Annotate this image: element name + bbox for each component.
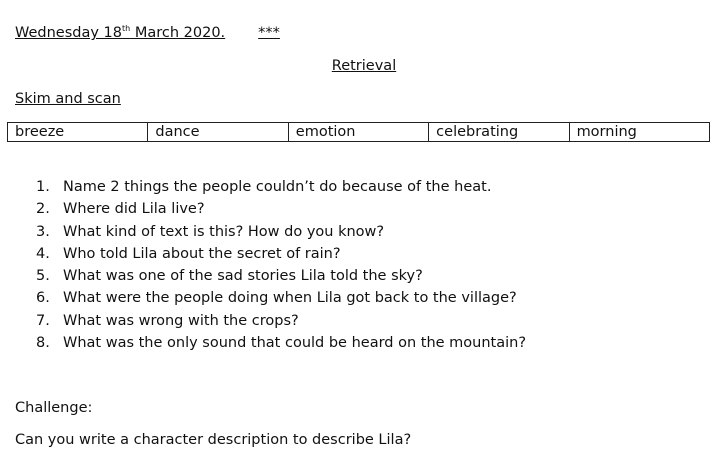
date-stars: *** — [258, 25, 280, 41]
list-item — [36, 198, 526, 220]
date-heading — [15, 24, 280, 41]
word-bank-row — [8, 123, 710, 142]
date-prefix: Wednesday 18 — [15, 25, 123, 41]
question-number: 2. — [36, 201, 50, 218]
challenge-label: Challenge: — [15, 400, 93, 416]
question-number: 5. — [36, 268, 50, 285]
question-number: 4. — [36, 245, 50, 262]
question-text: Name 2 things the people couldn’t do because of the heat. — [63, 179, 492, 195]
question-text: What was the only sound that could be heard on the mountain? — [63, 335, 527, 352]
word-cell: breeze — [8, 123, 148, 142]
section-heading: Skim and scan — [15, 91, 121, 107]
word-bank-table — [7, 122, 710, 142]
list-item — [36, 243, 526, 265]
question-text: What were the people doing when Lila got back to the village? — [63, 290, 517, 307]
date-rest: March 2020. — [130, 25, 226, 41]
list-item — [36, 287, 526, 309]
word-cell: dance — [148, 123, 288, 142]
question-text: What was wrong with the crops? — [63, 312, 299, 329]
list-item — [36, 265, 526, 287]
question-number: 6. — [36, 290, 50, 307]
question-number: 1. — [36, 179, 50, 195]
challenge-text: Can you write a character description to describe Lila? — [15, 432, 412, 448]
question-list — [36, 176, 526, 354]
word-cell: morning — [569, 123, 709, 142]
word-cell: celebrating — [429, 123, 569, 142]
page-title-text: Retrieval — [331, 58, 397, 74]
question-number: 3. — [36, 223, 50, 240]
question-text: What was one of the sad stories Lila told the sky? — [63, 268, 423, 285]
question-number: 8. — [36, 335, 50, 352]
page-title — [0, 58, 728, 74]
question-text: Who told Lila about the secret of rain? — [63, 245, 341, 262]
list-item — [36, 176, 526, 198]
question-text: What kind of text is this? How do you know? — [63, 223, 385, 240]
list-item — [36, 310, 526, 332]
list-item — [36, 221, 526, 243]
word-cell: emotion — [288, 123, 428, 142]
question-number: 7. — [36, 312, 50, 329]
date-ordinal-suffix: th — [122, 24, 131, 33]
question-text: Where did Lila live? — [63, 201, 205, 218]
list-item — [36, 332, 526, 354]
